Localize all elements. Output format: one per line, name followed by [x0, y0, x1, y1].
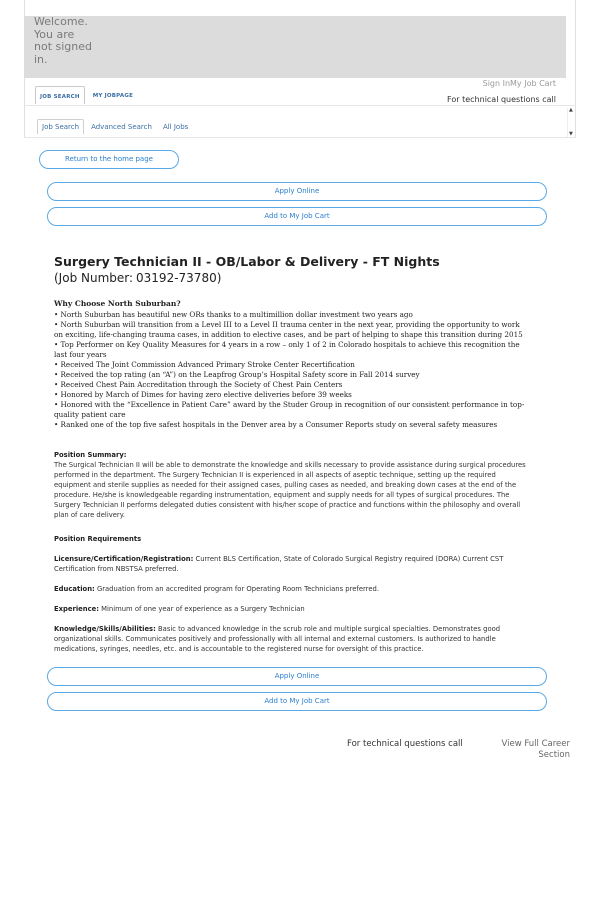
- why-list: [54, 310, 530, 430]
- job-number-value: 03192-73780): [136, 271, 222, 285]
- tab-my-jobpage[interactable]: MY JOBPAGE: [92, 93, 134, 99]
- main-tabs: [35, 86, 137, 104]
- scroll-down-icon[interactable]: ▼: [569, 131, 573, 137]
- scrollbar[interactable]: [567, 108, 575, 137]
- experience-requirement: [54, 604, 530, 614]
- welcome-bar: [24, 16, 566, 78]
- education-label: Education:: [54, 585, 95, 593]
- tab-job-search[interactable]: JOB SEARCH: [35, 86, 85, 104]
- list-item: • North Suburban will transition from a Level III to a Level II trauma center in the next year, providing the opportunity to work on exciting, life-changing trauma cases, in addition to elective cases, and be part of helping to shape this transition during 2015: [54, 320, 523, 339]
- experience-text: Minimum of one year of experience as a Surgery Technician: [99, 605, 305, 613]
- why-heading: Why Choose North Suburban?: [54, 299, 181, 308]
- list-item: • Received Chest Pain Accreditation through the Society of Chest Pain Centers: [54, 380, 343, 389]
- welcome-message: Welcome. You are not signed in.: [34, 15, 93, 66]
- apply-online-button-bottom[interactable]: Apply Online: [47, 667, 547, 686]
- list-item: • Received The Joint Commission Advanced Primary Stroke Center Recertification: [54, 360, 355, 369]
- education-text: Graduation from an accredited program for Operating Room Technicians preferred.: [94, 585, 379, 593]
- scroll-up-icon[interactable]: ▲: [569, 107, 573, 113]
- list-item: • North Suburban has beautiful new ORs thanks to a multimillion dollar investment two years ago: [54, 310, 413, 319]
- education-requirement: [54, 584, 530, 594]
- list-item: • Honored with the “Excellence in Patient Care” award by the Studer Group in recognition of our consistent performance in top-quality patient care: [54, 400, 525, 419]
- job-number-label: (Job Number:: [54, 271, 134, 285]
- add-to-job-cart-button[interactable]: Add to My Job Cart: [47, 207, 547, 226]
- list-item: • Top Performer on Key Quality Measures for 4 years in a row – only 1 of 2 in Colorado hospitals to achieve this recognition the last four years: [54, 340, 520, 359]
- job-title: Surgery Technician II - OB/Labor & Delivery - FT Nights: [54, 254, 440, 269]
- job-number: [54, 271, 224, 285]
- license-label: Licensure/Certification/Registration:: [54, 555, 194, 563]
- subtab-all-jobs[interactable]: All Jobs: [162, 123, 189, 131]
- license-requirement: [54, 554, 530, 574]
- requirements-heading: Position Requirements: [54, 535, 142, 543]
- account-links: [483, 79, 556, 88]
- list-item: • Ranked one of the top five safest hospitals in the Denver area by a Consumer Reports study on several safety measures: [54, 420, 498, 429]
- summary-text: The Surgical Technician II will be able to demonstrate the knowledge and skills necessary to provide assistance during surgical procedures performed in the department. The Surgery Technician II is experienced in all aspects of aseptic technique, setting up the required equipment and sterile supplies as needed for their assigned cases, pulling cases as needed, and breaking down cases at the end of the procedure. He/she is knowledgeable regarding instrumentation, equipment and supply needs for all types of surgical procedures. The Surgery Technician II performs delegated duties consistent with his/her scope of practice and functions within the philosophy and overall plan of care delivery.: [54, 461, 526, 519]
- subtab-job-search[interactable]: Job Search: [37, 119, 84, 134]
- my-job-cart-link[interactable]: My Job Cart: [510, 79, 556, 88]
- summary-heading: Position Summary:: [54, 451, 127, 459]
- knowledge-requirement: [54, 624, 530, 654]
- knowledge-label: Knowledge/Skills/Abilities:: [54, 625, 156, 633]
- sign-in-link[interactable]: Sign In: [482, 79, 511, 88]
- experience-label: Experience:: [54, 605, 99, 613]
- tech-questions-header: For technical questions call: [447, 95, 556, 104]
- add-to-job-cart-button-bottom[interactable]: Add to My Job Cart: [47, 692, 547, 711]
- license-text: Current BLS Certification, State of Colorado Surgical Registry required (DORA) Current CST Certification from NBSTSA preferred.: [54, 555, 504, 573]
- list-item: • Received the top rating (an “A”) on the Leapfrog Group’s Hospital Safety score in Fall 2014 survey: [54, 370, 420, 379]
- search-subnav: [37, 119, 195, 134]
- knowledge-text: Basic to advanced knowledge in the scrub role and multiple surgical specialties. Demonstrates good organizational skills. Communicates positively and professionally with all internal and external customers. Is authorized to handle medications, syringes, needles, etc. and is accountable to the registered nurse for oversight of this practice.: [54, 625, 501, 653]
- apply-online-button[interactable]: Apply Online: [47, 182, 547, 201]
- tech-questions-footer: For technical questions call: [347, 739, 463, 749]
- subtab-advanced-search[interactable]: Advanced Search: [91, 123, 152, 131]
- view-full-career-section-link[interactable]: View Full Career Section: [501, 739, 570, 760]
- list-item: • Honored by March of Dimes for having zero elective deliveries before 39 weeks: [54, 390, 352, 399]
- return-home-button[interactable]: Return to the home page: [39, 150, 179, 169]
